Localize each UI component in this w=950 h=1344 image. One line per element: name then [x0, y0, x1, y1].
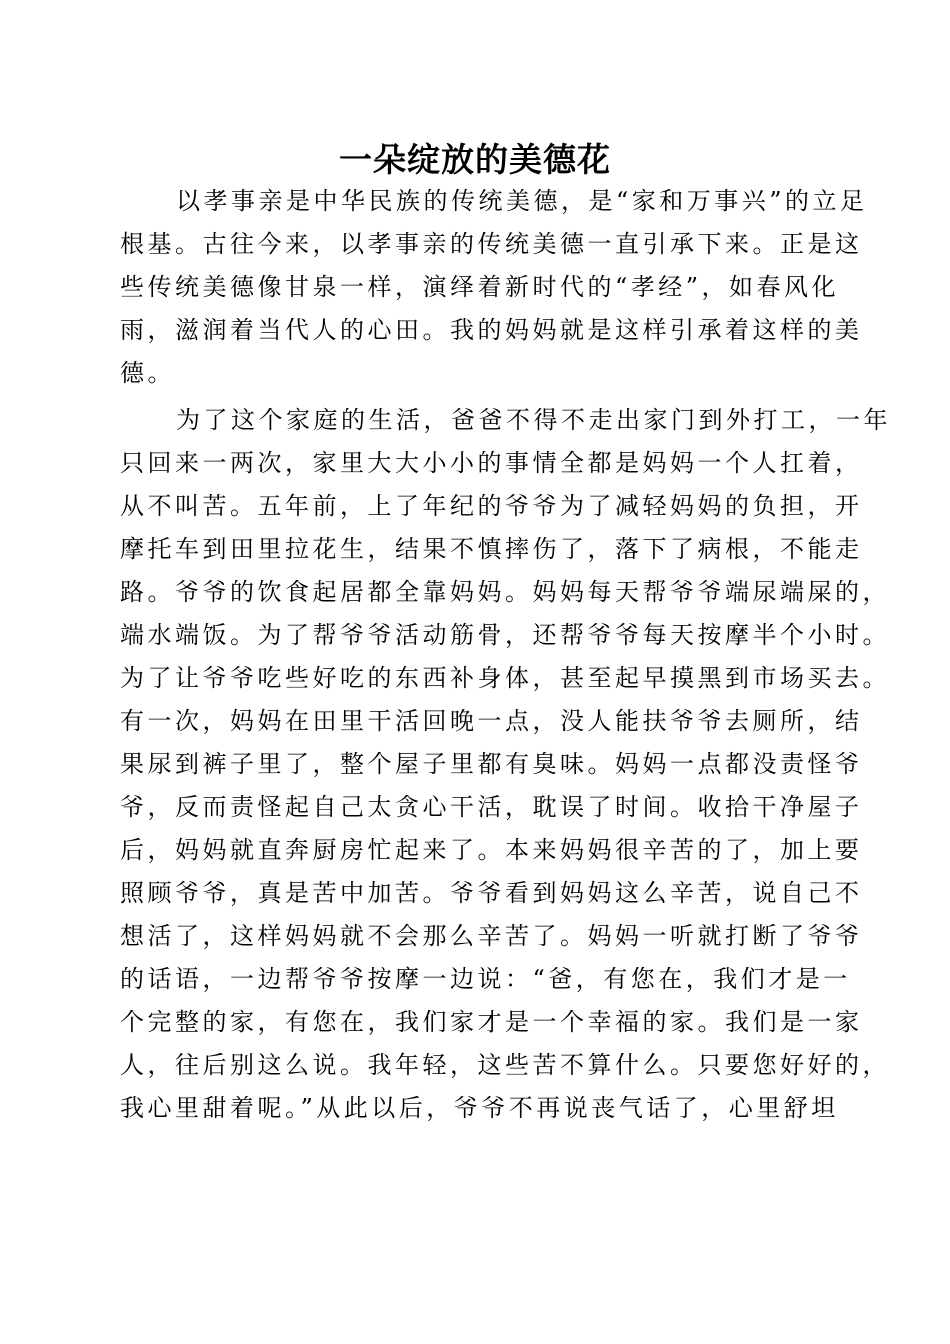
paragraph-line: 爷，反而责怪起自己太贪心干活，耽误了时间。收拾干净屋子 — [120, 793, 863, 821]
paragraph-line: 从不叫苦。五年前，上了年纪的爷爷为了减轻妈妈的负担，开 — [120, 492, 863, 520]
paragraph-line: 只回来一两次，家里大大小小的事情全都是妈妈一个人扛着， — [120, 449, 863, 477]
paragraph-line: 想活了，这样妈妈就不会那么辛苦了。妈妈一听就打断了爷爷 — [120, 922, 863, 950]
document-body — [120, 180, 891, 1130]
document-title: 一朵绽放的美德花 — [339, 140, 611, 179]
paragraph-line: 有一次，妈妈在田里干活回晚一点，没人能扶爷爷去厕所，结 — [120, 707, 863, 735]
paragraph-line: 些传统美德像甘泉一样，演绎着新时代的“孝经”，如春风化 — [120, 273, 840, 301]
paragraph-line: 我心里甜着呢。”从此以后，爷爷不再说丧气话了，心里舒坦 — [120, 1094, 839, 1122]
paragraph-line: 后，妈妈就直奔厨房忙起来了。本来妈妈很辛苦的了，加上要 — [120, 836, 863, 864]
paragraph-line: 果尿到裤子里了，整个屋子里都有臭味。妈妈一点都没责怪爷 — [120, 750, 863, 778]
paragraph-line: 为了这个家庭的生活，爸爸不得不走出家门到外打工，一年 — [176, 406, 891, 434]
paragraph-line: 雨，滋润着当代人的心田。我的妈妈就是这样引承着这样的美 — [120, 316, 863, 344]
paragraph-1 — [120, 180, 868, 395]
paragraph-line: 个完整的家，有您在，我们家才是一个幸福的家。我们是一家 — [120, 1008, 863, 1036]
paragraph-line: 路。爷爷的饮食起居都全靠妈妈。妈妈每天帮爷爷端尿端屎的， — [120, 578, 890, 606]
paragraph-line: 德。 — [120, 359, 175, 387]
paragraph-line: 的话语，一边帮爷爷按摩一边说：“爸，有您在，我们才是一 — [120, 965, 851, 993]
paragraph-2 — [120, 399, 891, 1130]
paragraph-line: 以孝事亲是中华民族的传统美德，是“家和万事兴”的立足 — [176, 187, 868, 215]
paragraph-line: 摩托车到田里拉花生，结果不慎摔伤了，落下了病根，不能走 — [120, 535, 863, 563]
paragraph-line: 根基。古往今来，以孝事亲的传统美德一直引承下来。正是这 — [120, 230, 863, 258]
paragraph-line: 端水端饭。为了帮爷爷活动筋骨，还帮爷爷每天按摩半个小时。 — [120, 621, 890, 649]
paragraph-line: 照顾爷爷，真是苦中加苦。爷爷看到妈妈这么辛苦，说自己不 — [120, 879, 863, 907]
paragraph-line: 人，往后别这么说。我年轻，这些苦不算什么。只要您好好的， — [120, 1051, 890, 1079]
paragraph-line: 为了让爷爷吃些好吃的东西补身体，甚至起早摸黑到市场买去。 — [120, 664, 890, 692]
